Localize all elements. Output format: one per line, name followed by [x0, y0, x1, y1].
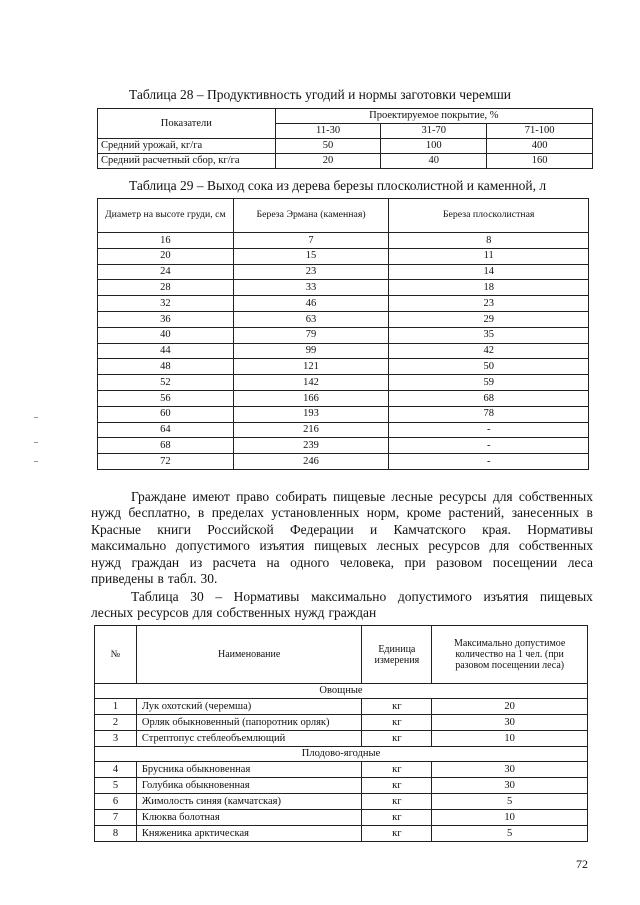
- word: установленных: [271, 505, 360, 521]
- word: нужд: [294, 605, 325, 621]
- word: норм,: [366, 505, 400, 521]
- name-cell: Клюква болотная: [136, 810, 362, 826]
- scan-artifact: [34, 461, 38, 462]
- flatleaf-birch-cell: 68: [389, 390, 589, 406]
- range-cell: 11-30: [275, 124, 381, 139]
- word: приведены: [91, 570, 154, 586]
- header-erman-birch: Береза Эрмана (каменная): [233, 199, 389, 233]
- table-row: [95, 762, 588, 778]
- flatleaf-birch-cell: 29: [389, 311, 589, 327]
- table-row: [95, 778, 588, 794]
- word: изъятия: [483, 589, 529, 604]
- number-cell: 2: [95, 715, 137, 731]
- table28-caption: Таблица 28 – Продуктивность угодий и нормы заготовки черемши: [129, 87, 511, 102]
- word: право: [236, 489, 270, 504]
- unit-cell: кг: [362, 826, 432, 842]
- word: в: [586, 505, 593, 521]
- table-row: [98, 280, 589, 296]
- word: Федерации: [290, 521, 354, 537]
- table-row: [95, 699, 588, 715]
- word: Нормативы: [527, 521, 593, 537]
- header-unit: Единица измерения: [362, 626, 432, 684]
- table-row: [95, 731, 588, 747]
- word: Таблица: [131, 589, 179, 604]
- table-row: [98, 311, 589, 327]
- unit-cell: кг: [362, 778, 432, 794]
- value-cell: 100: [381, 139, 487, 154]
- word: нужд: [91, 554, 121, 570]
- word: в: [157, 570, 164, 586]
- word: занесенных: [511, 505, 580, 521]
- word: –: [215, 589, 223, 604]
- max-cell: 10: [432, 810, 588, 826]
- erman-birch-cell: 46: [233, 296, 389, 312]
- caption-line: [91, 589, 593, 605]
- word: табл.: [167, 570, 197, 586]
- scan-artifact: [34, 442, 38, 443]
- table30-body-berries: [95, 747, 588, 842]
- value-cell: 20: [275, 154, 381, 169]
- range-cell: 31-70: [381, 124, 487, 139]
- table-row: [98, 296, 589, 312]
- table-row: [98, 139, 593, 154]
- word: края.: [482, 521, 511, 537]
- page-number: 72: [576, 857, 588, 871]
- row-label: Средний урожай, кг/га: [98, 139, 276, 154]
- word: пищевые: [332, 489, 386, 504]
- word: имеют: [192, 489, 230, 504]
- erman-birch-cell: 63: [233, 311, 389, 327]
- word: бесплатно,: [128, 505, 191, 521]
- number-cell: 7: [95, 810, 137, 826]
- erman-birch-cell: 7: [233, 233, 389, 249]
- name-cell: Голубика обыкновенная: [136, 778, 362, 794]
- word: для: [492, 489, 513, 504]
- erman-birch-cell: 193: [233, 406, 389, 422]
- word: расчета: [212, 554, 256, 570]
- erman-birch-cell: 142: [233, 375, 389, 391]
- word: пищевых: [313, 538, 367, 554]
- diameter-cell: 56: [98, 390, 234, 406]
- paragraph-line: [91, 522, 593, 538]
- erman-birch-cell: 246: [233, 454, 389, 470]
- word: леса: [567, 554, 593, 570]
- word: кроме: [406, 505, 442, 521]
- table-row: [98, 438, 589, 454]
- unit-cell: кг: [362, 762, 432, 778]
- table29-caption: Таблица 29 – Выход сока из дерева березы плосколистной и каменной, л: [129, 178, 547, 193]
- word: лесные: [391, 489, 433, 504]
- name-cell: Княженика арктическая: [136, 826, 362, 842]
- table-row: [98, 327, 589, 343]
- word: Красные: [91, 521, 142, 537]
- word: пределах: [211, 505, 264, 521]
- diameter-cell: 16: [98, 233, 234, 249]
- word: растений,: [448, 505, 505, 521]
- name-cell: Орляк обыкновенный (папоротник орляк): [136, 715, 362, 731]
- header-number: №: [95, 626, 137, 684]
- word: Граждане: [131, 489, 187, 504]
- diameter-cell: 52: [98, 375, 234, 391]
- word: для: [489, 538, 510, 554]
- diameter-cell: 36: [98, 311, 234, 327]
- table-row: [98, 454, 589, 470]
- flatleaf-birch-cell: -: [389, 454, 589, 470]
- flatleaf-birch-cell: 18: [389, 280, 589, 296]
- word: допустимого: [397, 589, 472, 604]
- word: максимально: [91, 538, 167, 554]
- number-cell: 3: [95, 731, 137, 747]
- unit-cell: кг: [362, 715, 432, 731]
- word: граждан: [328, 605, 377, 621]
- word: ресурсов: [137, 605, 189, 621]
- number-cell: 5: [95, 778, 137, 794]
- table-row: [95, 794, 588, 810]
- erman-birch-cell: 216: [233, 422, 389, 438]
- table-row: [98, 233, 589, 249]
- word: на: [266, 554, 280, 570]
- name-cell: Лук охотский (черемша): [136, 699, 362, 715]
- table-row: [95, 715, 588, 731]
- header-name: Наименование: [136, 626, 362, 684]
- flatleaf-birch-cell: 23: [389, 296, 589, 312]
- table-row: [95, 826, 588, 842]
- number-cell: 6: [95, 794, 137, 810]
- erman-birch-cell: 239: [233, 438, 389, 454]
- erman-birch-cell: 33: [233, 280, 389, 296]
- word: максимально: [310, 589, 387, 604]
- max-cell: 20: [432, 699, 588, 715]
- word: для: [192, 605, 213, 621]
- diameter-cell: 64: [98, 422, 234, 438]
- header-cover: Проектируемое покрытие, %: [275, 109, 592, 124]
- unit-cell: кг: [362, 794, 432, 810]
- flatleaf-birch-cell: 78: [389, 406, 589, 422]
- word: лесных: [376, 538, 419, 554]
- table-row: [98, 359, 589, 375]
- header-diameter: Диаметр на высоте груди, см: [98, 199, 234, 233]
- paragraph-line: [91, 555, 593, 571]
- word: книги: [157, 521, 192, 537]
- flatleaf-birch-cell: 8: [389, 233, 589, 249]
- paragraph-line: [91, 489, 593, 505]
- table-row: [98, 406, 589, 422]
- paragraph-line: [91, 571, 593, 587]
- diameter-cell: 72: [98, 454, 234, 470]
- value-cell: 160: [487, 154, 593, 169]
- max-cell: 5: [432, 826, 588, 842]
- diameter-cell: 24: [98, 264, 234, 280]
- word: собственных: [216, 605, 291, 621]
- value-cell: 40: [381, 154, 487, 169]
- number-cell: 4: [95, 762, 137, 778]
- table-row: [98, 154, 593, 169]
- unit-cell: кг: [362, 731, 432, 747]
- flatleaf-birch-cell: 14: [389, 264, 589, 280]
- word: лесных: [91, 605, 134, 621]
- erman-birch-cell: 79: [233, 327, 389, 343]
- word: Камчатского: [393, 521, 466, 537]
- table-row: [98, 375, 589, 391]
- diameter-cell: 44: [98, 343, 234, 359]
- word: 30.: [200, 570, 218, 586]
- table29: [97, 198, 589, 470]
- word: ресурсов: [428, 538, 480, 554]
- table30-body: [95, 684, 588, 747]
- table-row: [98, 390, 589, 406]
- table-row: [98, 264, 589, 280]
- erman-birch-cell: 23: [233, 264, 389, 280]
- max-cell: 5: [432, 794, 588, 810]
- table29-body: [98, 233, 589, 470]
- flatleaf-birch-cell: 59: [389, 375, 589, 391]
- word: 30: [190, 589, 204, 604]
- table30: [94, 625, 588, 842]
- flatleaf-birch-cell: 35: [389, 327, 589, 343]
- erman-birch-cell: 121: [233, 359, 389, 375]
- word: собирать: [275, 489, 327, 504]
- diameter-cell: 40: [98, 327, 234, 343]
- word: нужд: [91, 505, 121, 521]
- word: разовом: [436, 554, 483, 570]
- flatleaf-birch-cell: 11: [389, 248, 589, 264]
- word: и: [369, 521, 378, 537]
- word: граждан: [131, 554, 180, 570]
- max-cell: 30: [432, 778, 588, 794]
- word: Российской: [207, 521, 274, 537]
- unit-cell: кг: [362, 810, 432, 826]
- erman-birch-cell: 99: [233, 343, 389, 359]
- word: пищевых: [539, 589, 593, 604]
- word: из: [189, 554, 203, 570]
- name-cell: Брусника обыкновенная: [136, 762, 362, 778]
- flatleaf-birch-cell: -: [389, 438, 589, 454]
- diameter-cell: 28: [98, 280, 234, 296]
- paragraph-line: [91, 538, 593, 554]
- unit-cell: кг: [362, 699, 432, 715]
- table30-caption: [91, 589, 593, 622]
- number-cell: 8: [95, 826, 137, 842]
- name-cell: Стрептопус стеблеобъемлющий: [136, 731, 362, 747]
- diameter-cell: 48: [98, 359, 234, 375]
- header-indicators: Показатели: [98, 109, 276, 139]
- word: Нормативы: [233, 589, 300, 604]
- diameter-cell: 68: [98, 438, 234, 454]
- word: допустимого: [175, 538, 250, 554]
- caption-line: [91, 605, 593, 621]
- erman-birch-cell: 15: [233, 248, 389, 264]
- diameter-cell: 32: [98, 296, 234, 312]
- word: ресурсы: [439, 489, 487, 504]
- max-cell: 10: [432, 731, 588, 747]
- table-row: [98, 422, 589, 438]
- word: одного: [290, 554, 330, 570]
- table-row: [98, 248, 589, 264]
- paragraph-line: [91, 505, 593, 521]
- word: при: [404, 554, 426, 570]
- category-berries: Плодово-ягодные: [95, 747, 588, 762]
- row-label: Средний расчетный сбор, кг/га: [98, 154, 276, 169]
- range-cell: 71-100: [487, 124, 593, 139]
- table28: [97, 108, 593, 169]
- body-paragraph: [91, 489, 593, 587]
- word: изъятия: [259, 538, 305, 554]
- max-cell: 30: [432, 762, 588, 778]
- flatleaf-birch-cell: -: [389, 422, 589, 438]
- word: человека,: [339, 554, 395, 570]
- flatleaf-birch-cell: 50: [389, 359, 589, 375]
- flatleaf-birch-cell: 42: [389, 343, 589, 359]
- word: в: [197, 505, 205, 521]
- word: собственных: [518, 538, 593, 554]
- header-max-quantity: Максимально допустимое количество на 1 чел. (при разовом посещении леса): [432, 626, 588, 684]
- category-vegetables: Овощные: [95, 684, 588, 699]
- max-cell: 30: [432, 715, 588, 731]
- word: собственных: [518, 489, 593, 504]
- scan-artifact: [34, 417, 38, 418]
- diameter-cell: 20: [98, 248, 234, 264]
- value-cell: 400: [487, 139, 593, 154]
- name-cell: Жимолость синяя (камчатская): [136, 794, 362, 810]
- diameter-cell: 60: [98, 406, 234, 422]
- erman-birch-cell: 166: [233, 390, 389, 406]
- value-cell: 50: [275, 139, 381, 154]
- table-row: [98, 343, 589, 359]
- table-row: [95, 810, 588, 826]
- word: посещении: [492, 554, 558, 570]
- number-cell: 1: [95, 699, 137, 715]
- header-flatleaf-birch: Береза плосколистная: [389, 199, 589, 233]
